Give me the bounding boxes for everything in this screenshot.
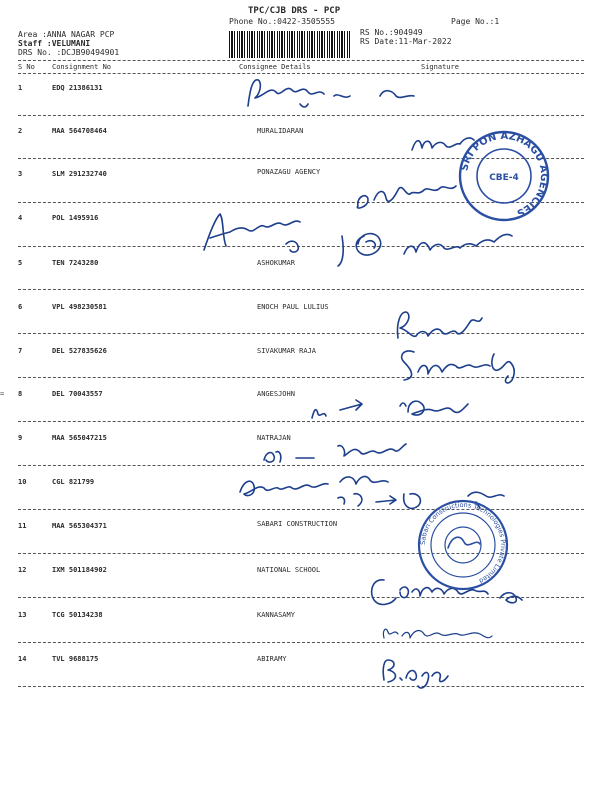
row-consignee: PONAZAGU AGENCY [257,168,321,176]
phone-number: Phone No.:0422-3505555 [229,17,335,26]
row-sno: 13 [18,611,27,619]
doc-title: TPC/CJB DRS - PCP [248,6,341,16]
col-sno: S No [18,63,35,71]
signature-row-9 [264,444,406,462]
row-consignee: ENOCH PAUL LULIUS [257,303,329,311]
row-sno: 4 [18,214,23,222]
rs-number: RS No.:904949 [360,28,423,37]
row-consignment: TCG 50134238 [52,611,103,619]
row-consignment: POL 1495916 [52,214,99,222]
area-label: Area :ANNA NAGAR PCP [18,30,115,39]
ponazhagu-stamp [459,131,549,220]
row-consignment: DEL 70043557 [52,390,103,398]
row-sno: 5 [18,259,23,267]
row-consignment: EDQ 21386131 [52,84,103,92]
stamp-sabari-text: Sabari Constructions Technologies Private Limited [418,500,508,586]
row-consignment: MAA 564708464 [52,127,107,135]
row-consignment: VPL 498230581 [52,303,107,311]
row-consignee: ASHOKUMAR [257,259,295,267]
row-sno: 2 [18,127,23,135]
signature-row-1 [248,80,414,107]
signature-row-4-5 [204,214,512,266]
row-consignment: CGL 821799 [52,478,95,486]
row-sno: 10 [18,478,27,486]
row-consignee: NATRAJAN [257,434,291,442]
row-consignment: DEL 527835626 [52,347,107,355]
row-consignment: MAA 565047215 [52,434,107,442]
row-consignee: KANNASAMY [257,611,295,619]
signature-row-13 [383,629,492,638]
col-consignment: Consignment No [52,63,112,71]
row-consignee: SIVAKUMAR RAJA [257,347,317,355]
page-number: Page No.:1 [451,17,500,26]
col-consignee: Consignee Details [239,63,311,71]
signature-row-12 [372,580,522,605]
row-sno: 9 [18,434,23,442]
row-consignment: MAA 565304371 [52,522,107,530]
row-sno: 1 [18,84,23,92]
col-signature: Signature [421,63,459,71]
rs-date: RS Date:11-Mar-2022 [360,37,452,46]
row-consignee: ANGESJOHN [257,390,295,398]
signature-row-8 [312,400,468,418]
row-consignee: NATIONAL SCHOOL [257,566,321,574]
row-sno: 12 [18,566,27,574]
row-consignee: ABIRAMY [257,655,287,663]
row-sno: 14 [18,655,27,663]
row-sno: 6 [18,303,23,311]
stamp-agency-text: SRI PON AZHAGU AGENCIES [459,130,550,219]
row-consignment: TVL 9688175 [52,655,99,663]
row-sno: 3 [18,170,23,178]
drs-number: DRS No. :DCJB90494901 [18,48,120,57]
stamp-location-text: CBE-4 [489,173,519,183]
row-sno: 11 [18,522,27,530]
signature-row-3 [357,186,456,208]
sabari-stamp [419,501,507,589]
row-sno: 8 [18,390,23,398]
signature-row-2 [412,138,474,150]
row-consignment: IXM 501184902 [52,566,107,574]
signature-row-6 [397,312,482,338]
signature-row-14 [383,660,448,688]
row-consignee: MURALIDARAN [257,127,304,135]
margin-mark: = [0,390,5,398]
staff-label: Staff :VELUMANI [18,39,91,48]
row-sno: 7 [18,347,23,355]
row-consignee: SABARI CONSTRUCTION [257,520,338,528]
row-consignment: TEN 7243280 [52,259,99,267]
row-consignment: SLM 291232740 [52,170,107,178]
signature-row-7 [402,351,515,383]
